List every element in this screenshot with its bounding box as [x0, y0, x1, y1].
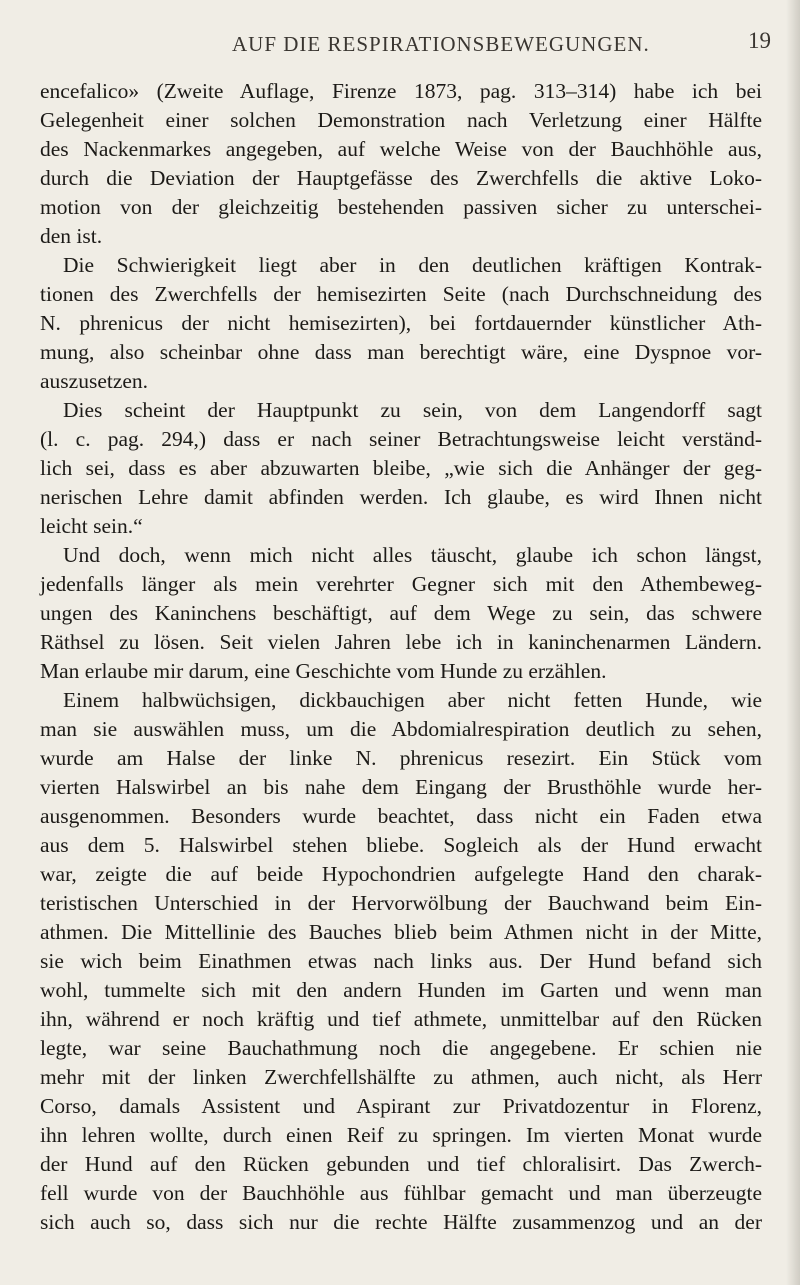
text-line: nerischen Lehre damit abfinden werden. Ich glaube, es wird Ihnen nicht: [40, 485, 762, 509]
text-line: jedenfalls länger als mein verehrter Gegner sich mit den Athembeweg-: [40, 572, 762, 596]
text-line: sie wich beim Einathmen etwas nach links aus. Der Hund befand sich: [40, 949, 762, 973]
body-text: [40, 77, 762, 1237]
text-line: legte, war seine Bauchathmung noch die angegebene. Er schien nie: [40, 1036, 762, 1060]
text-line: lich sei, dass es aber abzuwarten bleibe, „wie sich die Anhänger der geg-: [40, 456, 762, 480]
paragraph-start-line: Die Schwierigkeit liegt aber in den deutlichen kräftigen Kontrak-: [63, 253, 762, 277]
text-line: athmen. Die Mittellinie des Bauches blieb beim Athmen nicht in der Mitte,: [40, 920, 762, 944]
text-line: (l. c. pag. 294,) dass er nach seiner Betrachtungsweise leicht verständ-: [40, 427, 762, 451]
text-line: encefalico» (Zweite Auflage, Firenze 1873, pag. 313–314) habe ich bei: [40, 79, 762, 103]
text-line: Man erlaube mir darum, eine Geschichte vom Hunde zu erzählen.: [40, 659, 607, 683]
text-line: mehr mit der linken Zwerchfellshälfte zu athmen, auch nicht, als Herr: [40, 1065, 762, 1089]
text-line: mung, also scheinbar ohne dass man berechtigt wäre, eine Dyspnoe vor-: [40, 340, 762, 364]
text-line: auszusetzen.: [40, 369, 149, 393]
paragraph-start-line: Dies scheint der Hauptpunkt zu sein, von dem Langendorff sagt: [63, 398, 762, 422]
text-line: vierten Halswirbel an bis nahe dem Eingang der Brusthöhle wurde her-: [40, 775, 762, 799]
text-line: teristischen Unterschied in der Hervorwölbung der Bauchwand beim Ein-: [40, 891, 762, 915]
text-line: aus dem 5. Halswirbel stehen bliebe. Sogleich als der Hund erwacht: [40, 833, 762, 857]
text-line: wohl, tummelte sich mit den andern Hunden im Garten und wenn man: [40, 978, 762, 1002]
text-line: sich auch so, dass sich nur die rechte Hälfte zusammenzog und an der: [40, 1210, 762, 1234]
text-line: leicht sein.“: [40, 514, 143, 538]
paragraph-start-line: Einem halbwüchsigen, dickbauchigen aber nicht fetten Hunde, wie: [63, 688, 762, 712]
text-line: fell wurde von der Bauchhöhle aus fühlbar gemacht und man überzeugte: [40, 1181, 762, 1205]
text-line: ihn, während er noch kräftig und tief athmete, unmittelbar auf den Rücken: [40, 1007, 762, 1031]
text-line: ausgenommen. Besonders wurde beachtet, dass nicht ein Faden etwa: [40, 804, 762, 828]
running-head: [0, 14, 800, 54]
text-line: den ist.: [40, 224, 103, 248]
page-edge-shadow: [786, 0, 800, 1285]
text-line: des Nackenmarkes angegeben, auf welche Weise von der Bauchhöhle aus,: [40, 137, 762, 161]
text-line: durch die Deviation der Hauptgefässe des Zwerchfells die aktive Loko-: [40, 166, 762, 190]
text-line: war, zeigte die auf beide Hypochondrien aufgelegte Hand den charak-: [40, 862, 762, 886]
running-title: AUF DIE RESPIRATIONSBEWEGUNGEN.: [232, 32, 650, 56]
text-line: N. phrenicus der nicht hemisezirten), bei fortdauernder künstlicher Ath-: [40, 311, 762, 335]
text-line: ungen des Kaninchens beschäftigt, auf dem Wege zu sein, das schwere: [40, 601, 762, 625]
text-line: der Hund auf den Rücken gebunden und tief chloralisirt. Das Zwerch-: [40, 1152, 762, 1176]
text-line: tionen des Zwerchfells der hemisezirten Seite (nach Durchschneidung des: [40, 282, 762, 306]
text-line: motion von der gleichzeitig bestehenden passiven sicher zu unterschei-: [40, 195, 762, 219]
text-line: wurde am Halse der linke N. phrenicus resezirt. Ein Stück vom: [40, 746, 762, 770]
text-line: Corso, damals Assistent und Aspirant zur Privatdozentur in Florenz,: [40, 1094, 762, 1118]
page-number: 19: [748, 28, 771, 53]
paragraph-start-line: Und doch, wenn mich nicht alles täuscht, glaube ich schon längst,: [63, 543, 762, 567]
text-line: Gelegenheit einer solchen Demonstration nach Verletzung einer Hälfte: [40, 108, 762, 132]
text-line: Räthsel zu lösen. Seit vielen Jahren lebe ich in kaninchenarmen Ländern.: [40, 630, 762, 654]
text-line: man sie auswählen muss, um die Abdomialrespiration deutlich zu sehen,: [40, 717, 762, 741]
text-line: ihn lehren wollte, durch einen Reif zu springen. Im vierten Monat wurde: [40, 1123, 762, 1147]
